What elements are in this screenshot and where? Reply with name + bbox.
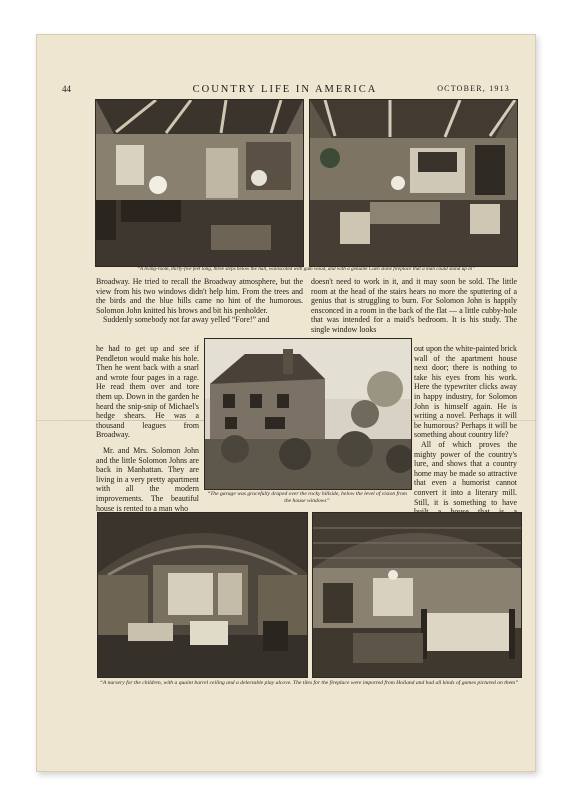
article-right-column-narrow: [414, 344, 517, 526]
magazine-title: COUNTRY LIFE IN AMERICA: [192, 84, 378, 95]
living-room-photo-left: [95, 99, 304, 267]
article-paragraph: Broadway. He tried to recall the Broadway atmosphere, but the view from his two windows didn't help him. From the trees and the birds and the blue hills came no hint of the humorous. Solomon John knitted his brows and bit his penholder.: [96, 277, 303, 315]
issue-date: OCTOBER, 1913: [437, 84, 510, 93]
article-paragraph: doesn't need to work in it, and it may soon be sold. The little room at the head of the stairs hears no more the sputtering of a genius that is struggling to burn. For Solomon John is happily ensconced in a room in the back of the flat — a little cubby-hole that was intended for a maid's bedroom. It is his study. The single window looks: [311, 277, 517, 334]
article-paragraph: Mr. and Mrs. Solomon John and the little Solomon Johns are back in Manhattan. They are living in a very pretty apartment with all the modern improvements. The beautiful house is rented to a man who: [96, 445, 199, 513]
article-paragraph: All of which proves the mighty power of the country's lure, and shows that a country home may be made so attractive that even a humorist cannot convert it into a literary mill. Still, it is something to have: [414, 439, 517, 507]
garage-photo: [204, 338, 412, 490]
article-paragraph: Suddenly somebody not far away yelled “Fore!” and: [103, 315, 270, 325]
article-paragraph: he had to get up and see if Pendleton would make his hole. Then he went back with a snarl and wrote four pages in a rage. He read them over and tore them up. Down in the garden he heard the snip-snip of Michael's hedge shears. He was a thousand leagues from Broadway.: [96, 344, 199, 440]
page-number: 44: [62, 84, 71, 94]
nursery-photo-left: [97, 512, 308, 678]
article-paragraph: out upon the white-painted brick wall of the apartment house next door; there is nothing to take his eyes from his work. Here the typewriter clicks away in happy industry, for Solomon John is himself again. He is writing a novel. Perhaps it will be humorous? Perhaps it will be something about country life?: [414, 344, 517, 440]
article-left-column-narrow: [96, 344, 199, 513]
living-room-photo-right: [309, 99, 518, 267]
article-left-column-top: [96, 277, 303, 325]
nursery-caption: “A nursery for the children, with a quaint barrel ceiling and a delectable play alcove. The tiles for the fireplace were imported from Holland and had all kinds of games pictured on them”: [99, 680, 519, 686]
article-right-column-top: [311, 277, 517, 335]
garage-caption: “The garage was gracefully draped over the rocky hillside, below the level of vision from the house windows”: [207, 491, 407, 504]
living-room-caption: “A living-room, thirty-five feet long, three steps below the hall, wainscoted with gum wood, and with a genuine Caen stone fireplace that a man could stand up in”: [136, 266, 476, 272]
bedroom-photo-right: [312, 512, 522, 678]
